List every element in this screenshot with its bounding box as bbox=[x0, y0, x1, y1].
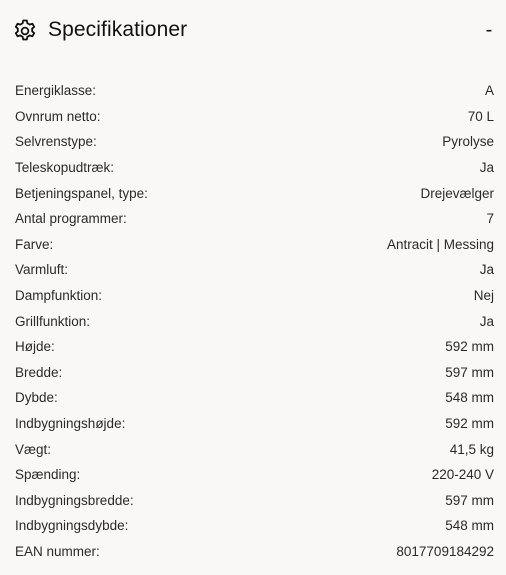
spec-label: Selvrenstype: bbox=[15, 134, 97, 150]
spec-label: Indbygningshøjde: bbox=[15, 416, 126, 432]
spec-label: Vægt: bbox=[15, 441, 52, 457]
spec-label: Ovnrum netto: bbox=[15, 108, 101, 124]
spec-row bbox=[15, 539, 494, 565]
spec-label: Energiklasse: bbox=[15, 83, 97, 99]
spec-value: Ja bbox=[479, 262, 494, 278]
spec-row bbox=[15, 385, 494, 411]
spec-value: 41,5 kg bbox=[449, 441, 494, 457]
spec-row bbox=[15, 513, 494, 539]
spec-label: Indbygningsdybde: bbox=[15, 518, 129, 534]
spec-value: Nej bbox=[473, 288, 494, 304]
spec-row bbox=[15, 78, 494, 104]
spec-value: 592 mm bbox=[445, 416, 494, 432]
spec-value: 220-240 V bbox=[431, 467, 494, 483]
spec-value: Antracit | Messing bbox=[386, 236, 494, 252]
spec-label: Indbygningsbredde: bbox=[15, 492, 134, 508]
spec-value: 70 L bbox=[467, 108, 494, 124]
gear-icon bbox=[12, 18, 38, 44]
spec-list bbox=[15, 78, 494, 564]
spec-label: Teleskopudtræk: bbox=[15, 160, 115, 176]
spec-row bbox=[15, 180, 494, 206]
spec-value: 597 mm bbox=[445, 364, 494, 380]
spec-row bbox=[15, 488, 494, 514]
spec-row bbox=[15, 206, 494, 232]
spec-value: Ja bbox=[479, 160, 494, 176]
spec-row bbox=[15, 334, 494, 360]
spec-label: Dybde: bbox=[15, 390, 58, 406]
collapse-toggle[interactable]: - bbox=[485, 19, 493, 41]
section-title: Specifikationer bbox=[48, 18, 188, 41]
spec-label: Spænding: bbox=[15, 467, 81, 483]
spec-label: EAN nummer: bbox=[15, 543, 100, 559]
spec-row bbox=[15, 462, 494, 488]
spec-label: Varmluft: bbox=[15, 262, 69, 278]
spec-value: Pyrolyse bbox=[442, 134, 494, 150]
spec-value: 548 mm bbox=[445, 518, 494, 534]
spec-row bbox=[15, 129, 494, 155]
spec-value: A bbox=[484, 83, 494, 99]
spec-label: Højde: bbox=[15, 339, 55, 355]
spec-label: Grillfunktion: bbox=[15, 313, 91, 329]
spec-row bbox=[15, 436, 494, 462]
spec-label: Antal programmer: bbox=[15, 211, 127, 227]
spec-row bbox=[15, 308, 494, 334]
spec-label: Farve: bbox=[15, 236, 54, 252]
spec-row bbox=[15, 155, 494, 181]
spec-row bbox=[15, 104, 494, 130]
spec-row bbox=[15, 232, 494, 258]
spec-label: Betjeningspanel, type: bbox=[15, 185, 148, 201]
spec-value: 7 bbox=[486, 211, 494, 227]
spec-label: Bredde: bbox=[15, 364, 63, 380]
spec-row bbox=[15, 411, 494, 437]
spec-value: 592 mm bbox=[445, 339, 494, 355]
specifications-header[interactable] bbox=[0, 0, 506, 60]
spec-value: 597 mm bbox=[445, 492, 494, 508]
spec-row bbox=[15, 360, 494, 386]
spec-row bbox=[15, 283, 494, 309]
spec-value: Drejevælger bbox=[420, 185, 494, 201]
spec-value: 548 mm bbox=[445, 390, 494, 406]
spec-label: Dampfunktion: bbox=[15, 288, 103, 304]
spec-value: 8017709184292 bbox=[396, 543, 494, 559]
spec-row bbox=[15, 257, 494, 283]
spec-value: Ja bbox=[479, 313, 494, 329]
